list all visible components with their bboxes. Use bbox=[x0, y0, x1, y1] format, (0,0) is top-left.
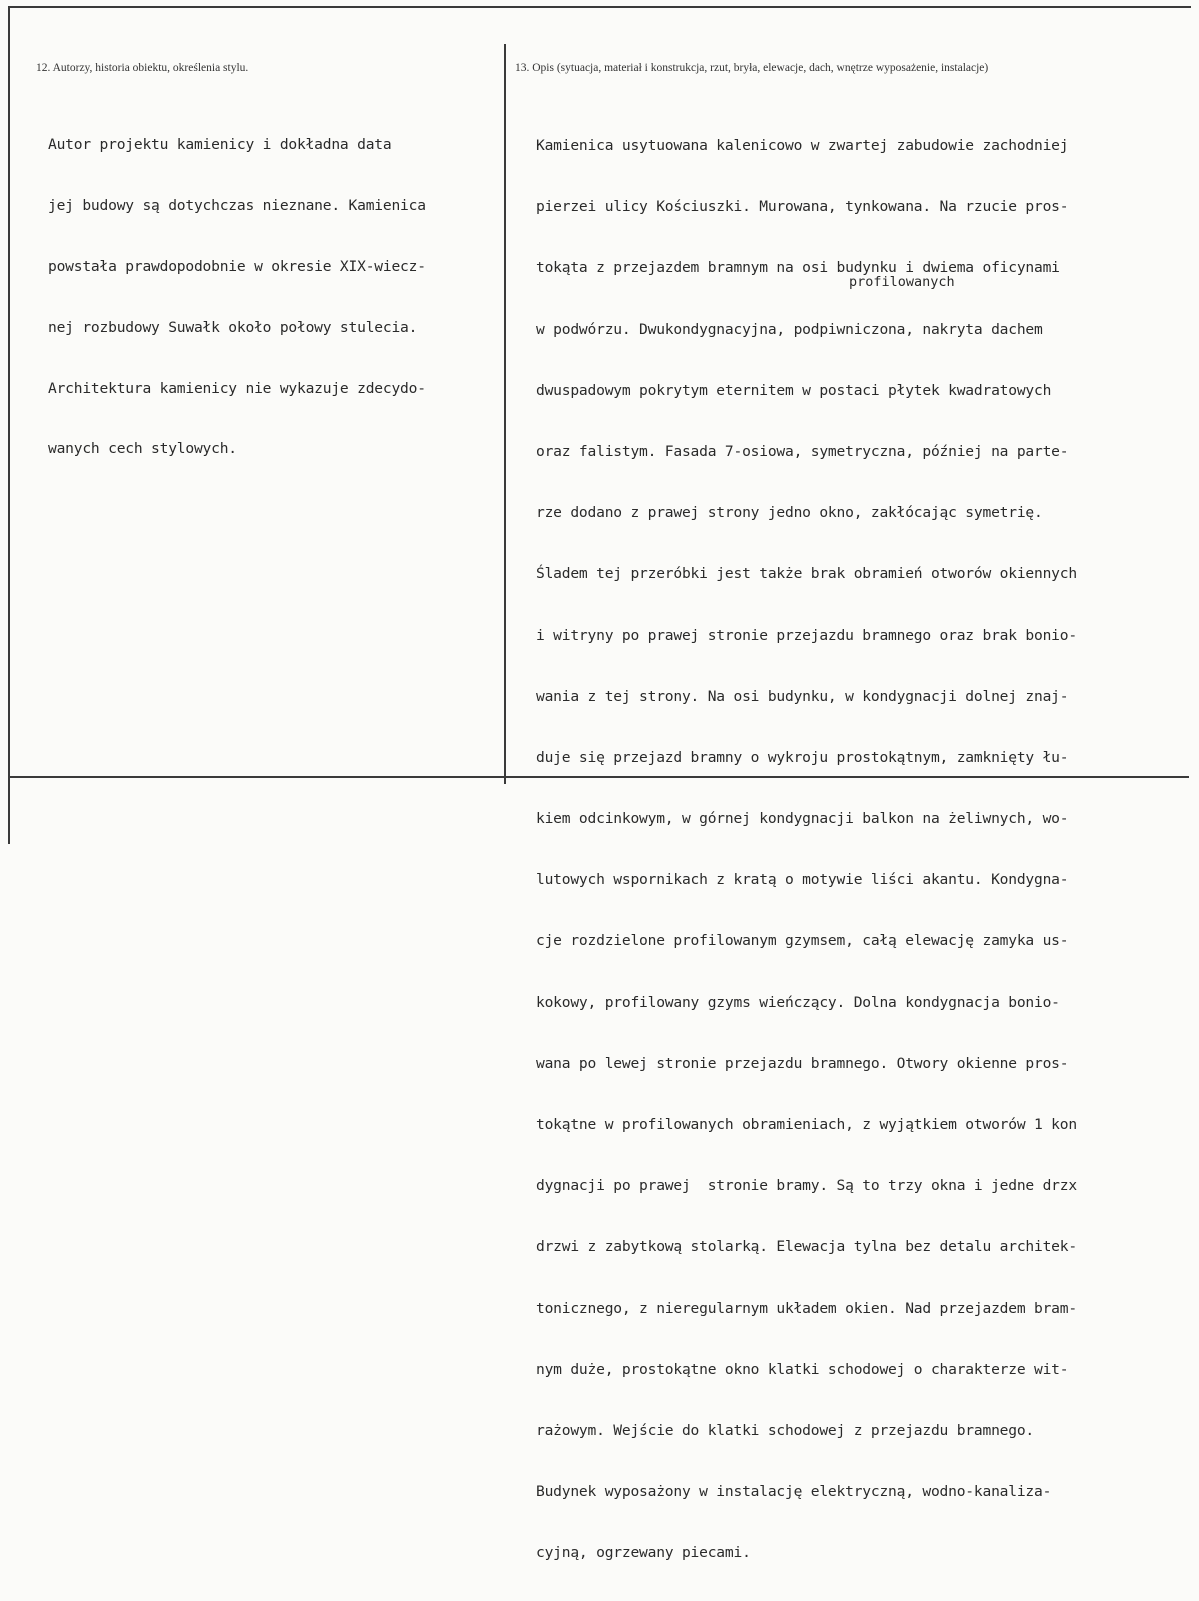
text-line: duje się przejazd bramny o wykroju prostokątnym, zamknięty łu- bbox=[536, 748, 1069, 766]
text-line: nym duże, prostokątne okno klatki schodowej o charakterze wit- bbox=[536, 1360, 1069, 1378]
text-line: cje rozdzielone profilowanym gzymsem, całą elewację zamyka us- bbox=[536, 932, 1069, 950]
section-12-header: 12. Autorzy, historia obiektu, określenia stylu. bbox=[36, 62, 249, 74]
section-12-text bbox=[48, 98, 500, 497]
text-line: drzwi z zabytkową stolarką. Elewacja tylna bez detalu architek- bbox=[536, 1238, 1077, 1256]
text-line: tonicznego, z nieregularnym układem okien. Nad przejazdem bram- bbox=[536, 1299, 1077, 1317]
text-line: oraz falistym. Fasada 7-osiowa, symetryczna, później na parte- bbox=[536, 442, 1069, 460]
text-line: Śladem tej przeróbki jest także brak obramień otworów okiennych bbox=[536, 565, 1077, 583]
text-line: lutowych wspornikach z kratą o motywie liści akantu. Kondygna- bbox=[536, 871, 1069, 889]
text-line: rze dodano z prawej strony jedno okno, zakłócając symetrię. bbox=[536, 504, 1043, 522]
section-13-text bbox=[536, 98, 1196, 1601]
text-line: tokąta z przejazdem bramnym na osi budynku i dwiema oficynami bbox=[536, 259, 1060, 277]
text-line: i witryny po prawej stronie przejazdu bramnego oraz brak bonio- bbox=[536, 626, 1077, 644]
text-line: kokowy, profilowany gzyms wieńczący. Dolna kondygnacja bonio- bbox=[536, 993, 1060, 1011]
text-line: powstała prawdopodobnie w okresie XIX-wiecz- bbox=[48, 257, 426, 275]
handwritten-insertion: profilowanych bbox=[849, 274, 955, 290]
text-line: dygnacji po prawej stronie bramy. Są to trzy okna i jedne drzx bbox=[536, 1177, 1077, 1195]
text-line: jej budowy są dotychczas nieznane. Kamienica bbox=[48, 196, 426, 214]
top-border bbox=[10, 6, 1191, 8]
column-divider bbox=[504, 44, 506, 784]
left-border bbox=[8, 6, 10, 844]
text-line: w podwórzu. Dwukondygnacyjna, podpiwniczona, nakryta dachem bbox=[536, 320, 1043, 338]
text-line: wanych cech stylowych. bbox=[48, 440, 237, 458]
section-13-header: 13. Opis (sytuacja, materiał i konstrukcja, rzut, bryła, elewacje, dach, wnętrze wyposażenie, instalacje) bbox=[515, 62, 989, 74]
text-line: wania z tej strony. Na osi budynku, w kondygnacji dolnej znaj- bbox=[536, 687, 1069, 705]
text-line: kiem odcinkowym, w górnej kondygnacji balkon na żeliwnych, wo- bbox=[536, 810, 1069, 828]
text-line: nej rozbudowy Suwałk około połowy stulecia. bbox=[48, 318, 418, 336]
text-line: Autor projektu kamienicy i dokładna data bbox=[48, 136, 392, 153]
text-line: Kamienica usytuowana kalenicowo w zwartej zabudowie zachodniej bbox=[536, 137, 1069, 154]
text-line: tokątne w profilowanych obramieniach, z wyjątkiem otworów 1 kon bbox=[536, 1116, 1077, 1133]
text-line: wana po lewej stronie przejazdu bramnego. Otwory okienne pros- bbox=[536, 1054, 1069, 1072]
text-line: dwuspadowym pokrytym eternitem w postaci płytek kwadratowych bbox=[536, 381, 1052, 399]
text-line: cyjną, ogrzewany piecami. bbox=[536, 1544, 751, 1562]
text-line: pierzei ulicy Kościuszki. Murowana, tynkowana. Na rzucie pros- bbox=[536, 198, 1069, 216]
text-line: Budynek wyposażony w instalację elektryczną, wodno-kanaliza- bbox=[536, 1483, 1052, 1501]
text-line: Architektura kamienicy nie wykazuje zdecydo- bbox=[48, 379, 426, 397]
text-line: rażowym. Wejście do klatki schodowej z przejazdu bramnego. bbox=[536, 1421, 1034, 1439]
